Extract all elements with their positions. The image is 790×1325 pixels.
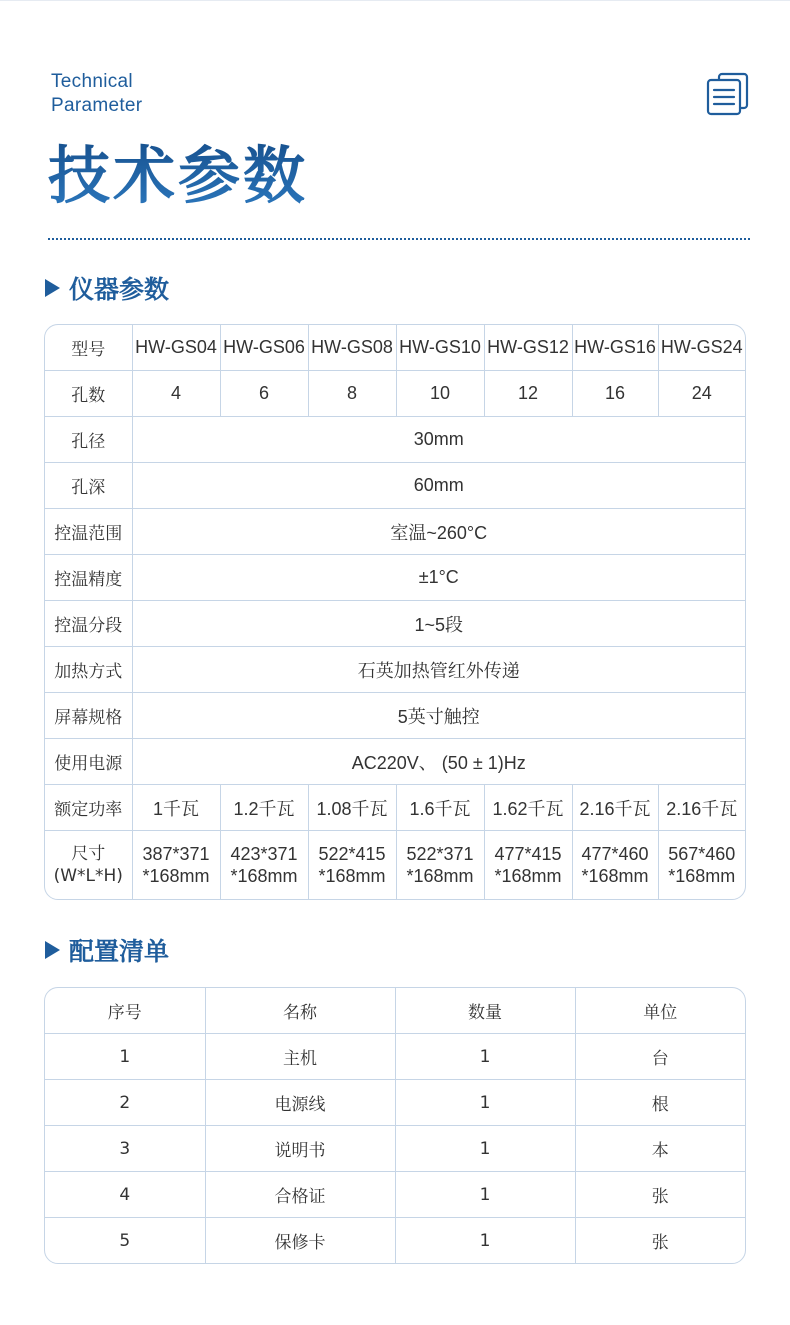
config-table <box>44 987 746 1264</box>
table-row <box>45 1034 745 1080</box>
size-cell <box>396 831 484 900</box>
row-label: 孔深 <box>45 463 132 509</box>
section-eyebrow <box>51 70 142 118</box>
row-label: 屏幕规格 <box>45 693 132 739</box>
table-cell: 1 <box>395 1126 575 1172</box>
size-line: *168mm <box>668 866 736 886</box>
table-cell: 合格证 <box>205 1172 395 1218</box>
table-cell: 保修卡 <box>205 1218 395 1264</box>
top-divider <box>0 0 790 1</box>
spec-row <box>45 555 745 601</box>
size-cell <box>658 831 745 900</box>
power-row <box>45 785 745 831</box>
spec-section-title: 仪器参数 <box>69 275 170 304</box>
document-icon <box>705 72 751 116</box>
table-cell: 电源线 <box>205 1080 395 1126</box>
power-cell: 2.16千瓦 <box>572 785 658 831</box>
triangle-bullet-icon <box>45 941 60 959</box>
power-cell: 1.62千瓦 <box>484 785 572 831</box>
table-cell: 张 <box>575 1172 745 1218</box>
spec-table <box>44 324 746 900</box>
table-cell: 说明书 <box>205 1126 395 1172</box>
table-cell: 1 <box>395 1218 575 1264</box>
model-cell: HW-GS04 <box>132 325 220 371</box>
spec-row <box>45 647 745 693</box>
dotted-divider <box>48 238 750 240</box>
size-line: *168mm <box>142 866 210 886</box>
table-cell: 3 <box>45 1126 205 1172</box>
size-line: 477*415 <box>494 844 562 864</box>
row-label <box>45 831 132 900</box>
triangle-bullet-icon <box>45 279 60 297</box>
size-cell <box>572 831 658 900</box>
table-cell: 1 <box>395 1080 575 1126</box>
spec-row <box>45 417 745 463</box>
size-line: 387*371 <box>142 844 210 864</box>
table-cell: 5 <box>45 1218 205 1264</box>
size-cell <box>220 831 308 900</box>
holes-cell: 8 <box>308 371 396 417</box>
holes-cell: 24 <box>658 371 745 417</box>
row-label: 控温范围 <box>45 509 132 555</box>
holes-cell: 16 <box>572 371 658 417</box>
model-cell: HW-GS24 <box>658 325 745 371</box>
spec-value: 60mm <box>132 463 745 509</box>
row-label: 控温精度 <box>45 555 132 601</box>
table-cell: 台 <box>575 1034 745 1080</box>
power-cell: 1千瓦 <box>132 785 220 831</box>
holes-cell: 4 <box>132 371 220 417</box>
holes-row <box>45 371 745 417</box>
holes-cell: 6 <box>220 371 308 417</box>
size-line: *168mm <box>494 866 562 886</box>
table-cell: 张 <box>651 1233 669 1253</box>
spec-value: 1~5段 <box>132 601 745 647</box>
size-label-line: (W*L*H) <box>53 866 123 886</box>
power-cell: 1.08千瓦 <box>308 785 396 831</box>
table-row <box>45 1172 745 1218</box>
config-section-title: 配置清单 <box>69 937 170 966</box>
spec-value: 30mm <box>132 417 745 463</box>
model-cell: HW-GS16 <box>572 325 658 371</box>
table-cell: 根 <box>575 1080 745 1126</box>
row-label: 孔径 <box>45 417 132 463</box>
model-row <box>45 325 745 371</box>
table-row <box>45 1126 745 1172</box>
spec-value: 石英加热管红外传递 <box>132 647 745 693</box>
model-cell: HW-GS10 <box>396 325 484 371</box>
spec-value: 5英寸触控 <box>132 693 745 739</box>
spec-row <box>45 463 745 509</box>
table-cell: 1 <box>45 1034 205 1080</box>
table-row <box>45 1080 745 1126</box>
size-cell <box>484 831 572 900</box>
spec-value: ±1°C <box>132 555 745 601</box>
spec-row <box>45 509 745 555</box>
model-cell: HW-GS08 <box>308 325 396 371</box>
size-line: *168mm <box>406 866 474 886</box>
table-row <box>45 1218 745 1264</box>
power-cell: 1.2千瓦 <box>220 785 308 831</box>
row-label: 控温分段 <box>45 601 132 647</box>
spec-value: 室温~260°C <box>132 509 745 555</box>
spec-row <box>45 693 745 739</box>
row-label: 孔数 <box>45 371 132 417</box>
power-cell: 2.16千瓦 <box>658 785 745 831</box>
model-cell: HW-GS12 <box>484 325 572 371</box>
size-line: 567*460 <box>668 844 736 864</box>
row-label: 使用电源 <box>45 739 132 785</box>
size-line: *168mm <box>318 866 386 886</box>
size-line: 423*371 <box>230 844 298 864</box>
config-section-heading <box>45 930 169 970</box>
size-cell <box>132 831 220 900</box>
table-cell: 4 <box>45 1172 205 1218</box>
spec-row <box>45 739 745 785</box>
page-title: 技术参数 <box>48 136 308 216</box>
column-header: 序号 <box>45 988 205 1034</box>
size-line: 477*460 <box>581 844 649 864</box>
table-cell: 2 <box>45 1080 205 1126</box>
holes-cell: 12 <box>484 371 572 417</box>
table-cell: 1 <box>395 1034 575 1080</box>
config-header-row <box>45 988 745 1034</box>
eyebrow-line-2: Parameter <box>51 95 143 116</box>
eyebrow-line-1: Technical <box>51 71 133 92</box>
model-cell: HW-GS06 <box>220 325 308 371</box>
column-header: 名称 <box>205 988 395 1034</box>
row-label: 额定功率 <box>45 785 132 831</box>
size-line: 522*371 <box>406 844 474 864</box>
size-row <box>45 831 745 900</box>
spec-row <box>45 601 745 647</box>
size-line: *168mm <box>230 866 298 886</box>
row-label: 加热方式 <box>45 647 132 693</box>
size-line: 522*415 <box>318 844 386 864</box>
size-label-line: 尺寸 <box>71 844 106 864</box>
table-cell: 本 <box>575 1126 745 1172</box>
size-cell <box>308 831 396 900</box>
size-line: *168mm <box>581 866 649 886</box>
row-label: 型号 <box>45 325 132 371</box>
spec-section-heading <box>45 268 169 308</box>
spec-value: AC220V、 (50 ± 1)Hz <box>132 739 745 785</box>
column-header: 单位 <box>575 988 745 1034</box>
table-cell: 主机 <box>205 1034 395 1080</box>
table-cell: 1 <box>395 1172 575 1218</box>
holes-cell: 10 <box>396 371 484 417</box>
column-header: 数量 <box>395 988 575 1034</box>
power-cell: 1.6千瓦 <box>396 785 484 831</box>
